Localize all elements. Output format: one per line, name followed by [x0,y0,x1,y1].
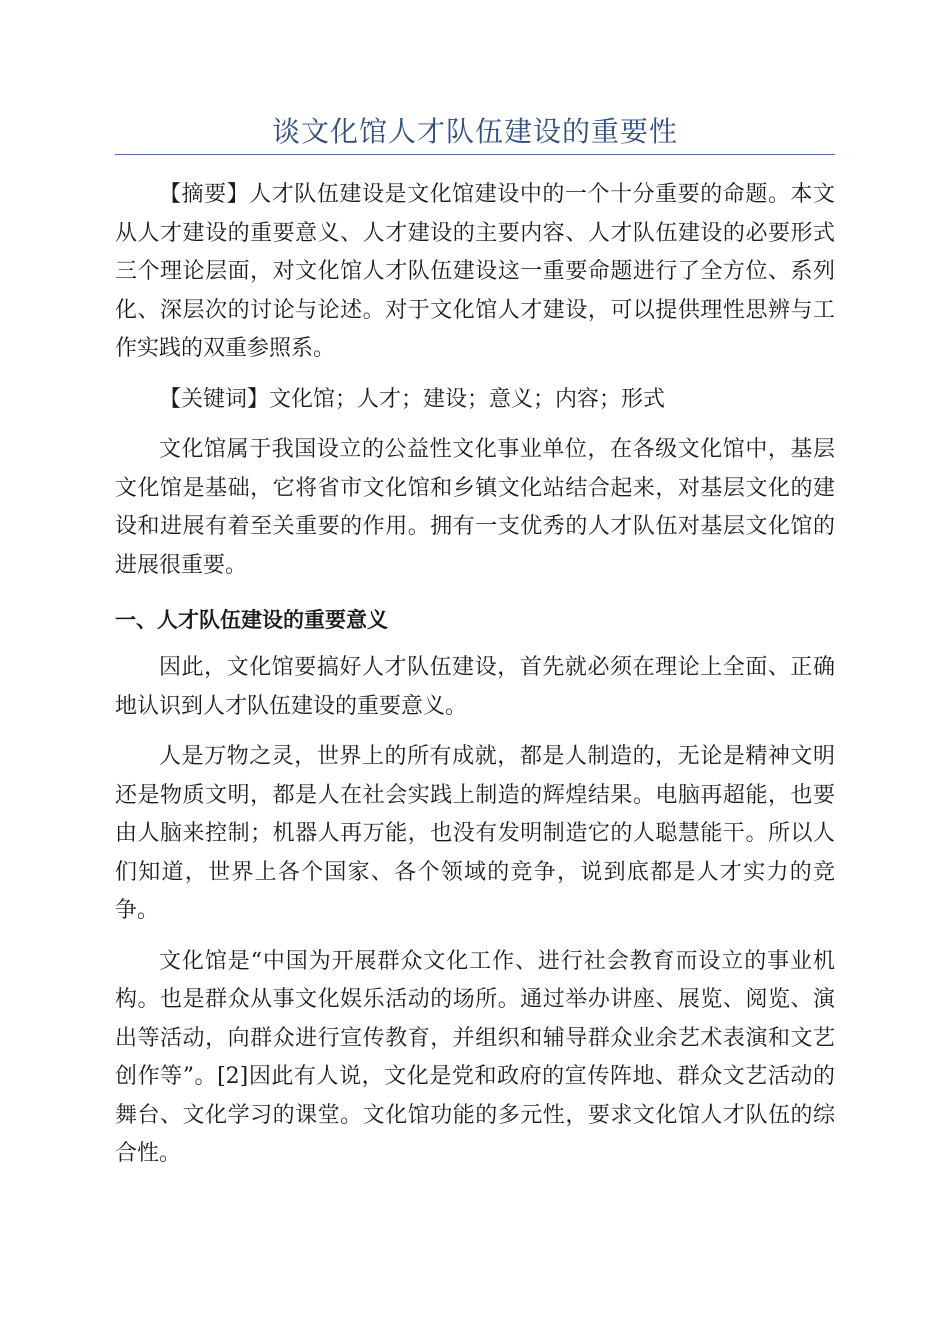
abstract-paragraph: 【摘要】人才队伍建设是文化馆建设中的一个十分重要的命题。本文从人才建设的重要意义、人才建设的主要内容、人才队伍建设的必要形式三个理论层面，对文化馆人才队伍建设这一重要命题进行了全方位、系列化、深层次的讨论与论述。对于文化馆人才建设，可以提供理性思辨与工作实践的双重参照系。 [115,182,835,361]
section-heading: 一、人才队伍建设的重要意义 [115,608,388,632]
keywords-paragraph: 【关键词】文化馆；人才；建设；意义；内容；形式 [159,386,666,412]
body-paragraph: 人是万物之灵，世界上的所有成就，都是人制造的，无论是精神文明还是物质文明，都是人在社会实践上制造的辉煌结果。电脑再超能，也要由人脑来控制；机器人再万能，也没有发明制造它的人聪慧能干。所以人们知道，世界上各个国家、各个领域的竞争，说到底都是人才实力的竞争。 [115,744,835,923]
body-paragraph: 文化馆是“中国为开展群众文化工作、进行社会教育而设立的事业机构。也是群众从事文化娱乐活动的场所。通过举办讲座、展览、阅览、演出等活动，向群众进行宣传教育，并组织和辅导群众业余艺术表演和文艺创作等”。[2]因此有人说，文化是党和政府的宣传阵地、群众文艺活动的舞台、文化学习的课堂。文化馆功能的多元性，要求文化馆人才队伍的综合性。 [115,948,835,1166]
intro-paragraph: 文化馆属于我国设立的公益性文化事业单位，在各级文化馆中，基层文化馆是基础，它将省市文化馆和乡镇文化站结合起来，对基层文化的建设和进展有着至关重要的作用。拥有一支优秀的人才队伍对基层文化馆的进展很重要。 [115,437,835,578]
body-paragraph: 因此，文化馆要搞好人才队伍建设，首先就必须在理论上全面、正确地认识到人才队伍建设的重要意义。 [115,655,835,719]
document-body [115,176,835,1186]
title-underline [115,154,835,155]
document-title: 谈文化馆人才队伍建设的重要性 [271,115,678,148]
